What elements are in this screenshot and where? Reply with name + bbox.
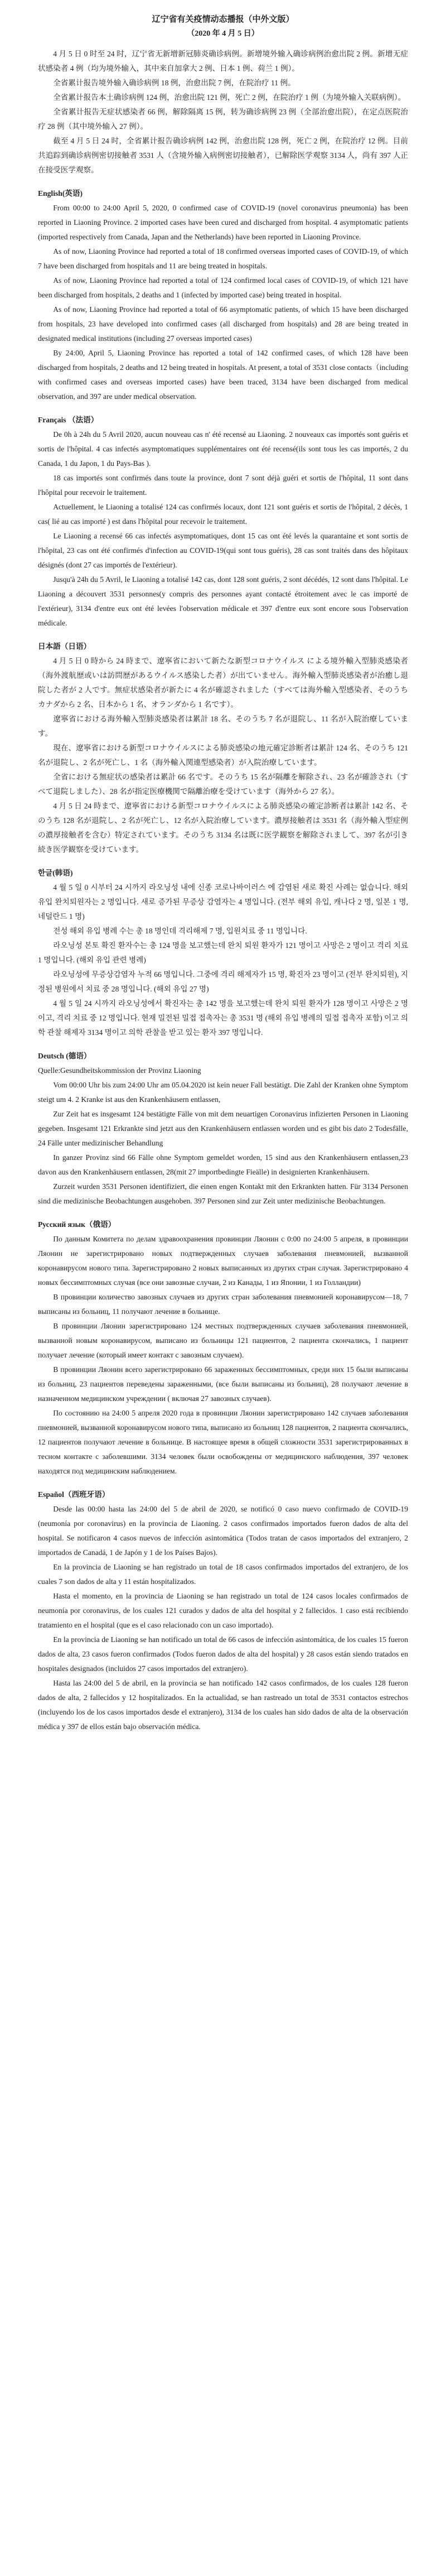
paragraph: 4 월 5 일 24 시까지 라오닝성에서 확진자는 총 142 명을 보고했는데 완치 퇴원 환자가 128 명이고 사망은 2 명이고, 격리 치료 중 12 명입니다. 현재 밀전된 밀접 접촉자는 총 3531 명 (해외 유입 병례의 밀접 접촉자 포함) 이고 의학 관찰 해제자 3134 명이고 의학 관찰을 받고 있는 환자 397 명입니다. [38,999,408,1037]
paragraph: Actuellement, le Liaoning a totalisé 124 cas confirmés locaux, dont 121 sont guéris et sortis de l'hôpital, 2 décès, 1 cas( lié au cas importé ) est dans l'hôpital pour recevoir le traitement. [38,503,408,526]
paragraph: By 24:00, April 5, Liaoning Province has reported a total of 142 confirmed cases, of which 128 have been discharged from hospitals, 2 deaths and 12 being treated in hospitals. At present, a total of 3531 close contacts（including with confirmed cases and overseas imported cases) have been traced, 3134 have been discharged from medical observation, and 397 are under medical observation. [38,349,408,401]
document-date: （2020 年 4 月 5 日） [187,30,259,38]
paragraph: 4 월 5 일 0 시부터 24 시까지 라오닝성 내에 신종 코로나바이러스 에 감염된 새로 확진 사례는 없습니다. 해외유입 완치퇴원자는 2 명입니다. 새로 증가된 무증상 감염자는 4 명입니다. (전부 해외 유입, 캐나다 2 명, 일본 1 명, 네덜란드 1 명) [38,883,408,921]
section-spanish [38,1487,408,1734]
paragraph: В провинции Ляонин зарегистрировано 124 местных подтвержденных случаев заболевания пневмонией, вызванной новым коронавирусом, выписано из больницы 121 пациентов, 2 пациента скончались, 1 пациент получает лечение (который имеет контакт с завозным случаем). [38,1322,408,1359]
paragraph: 全省累计报告本土确诊病例 124 例，治愈出院 121 例，死亡 2 例，在院治疗 1 例（为境外输入关联病例）。 [53,93,406,102]
paragraph: 전성 해외 유입 병례 수는 총 18 명인데 격리해제 7 명, 입원치료 중 11 명입니다. [53,927,307,935]
paragraph: Quelle:Gesundheitskommission der Provinz Liaoning [38,1066,201,1075]
paragraph: Hasta el momento, en la provincia de Liaoning se han registrado un total de 124 casos locales confirmados de neumonía por coronavirus, de los cuales 121 curados y dados de alta del hospital y 2 fallecidos. 1 caso está recibiendo tratamiento en el hospital (que es el caso relacionado con un caso importado). [38,1592,408,1629]
section-japanese [38,639,408,857]
section-french [38,413,408,630]
section-chinese [38,47,408,177]
section-english [38,186,408,404]
paragraph: 라오닝성 본토 확진 환자수는 총 124 명을 보고했는데 완치 퇴원 환자가 121 명이고 사망은 2 명이고 격리 치료 1 명입니다. (해외 유입 관련 병례) [38,941,408,964]
paragraph: From 00:00 to 24:00 April 5, 2020, 0 confirmed case of COVID-19 (novel coronavirus pneumonia) has been reported in Liaoning Province. 2 imported cases have been cured and discharged from hospital. 4 asymptomatic patients (imported respectively from Canada, Japan and the Netherlands) have been reported in Liaoning Province. [38,204,408,241]
section-heading: English(英语) [38,189,83,198]
paragraph: 全省累计报告境外输入确诊病例 18 例，治愈出院 7 例，在院治疗 11 例。 [53,79,295,87]
paragraph: 4 月 5 日 0 时至 24 时，辽宁省无新增新冠肺炎确诊病例。新增境外输入确诊病例治愈出院 2 例。新增无症状感染者 4 例（均为境外输入，其中来自加拿大 2 例、日本 1 例、荷兰 1 例）。 [38,50,408,73]
paragraph: As of now, Liaoning Province had reported a total of 124 confirmed local cases of COVID-19, of which 121 have been discharged from hospitals, 2 deaths and 1 (infected by imported case) being treated in hospital. [38,276,408,299]
paragraph: En la provincia de Liaoning se han notificado un total de 66 casos de infección asintomática, de los cuales 15 fueron dados de alta, 23 casos fueron confirmados (Todos fueron dados de alta del hospital) y 28 casos están siendo tratados en hospitales designados (incluidos 27 casos importados del extranjero). [38,1635,408,1673]
paragraph: 4 月 5 日 24 時まで、遼寧省における新型コロナウイルスによる肺炎感染の確定診断者は累計 142 名、そのうち 128 名が退院し、2 名が死亡し、12 名が入院治療しています。濃厚接触者は 3531 名（海外輸入型症例の濃厚接触者を含む）特定されています。そのうち 3134 名は既に医学観察を解除されまして、397 名が引き続き医学観察を受けています。 [38,802,408,854]
paragraph: De 0h à 24h du 5 Avril 2020, aucun nouveau cas n' été recensé au Liaoning. 2 nouveaux cas importés sont guéris et sortis de l'hôpital. 4 cas infectés asymptomatiques supplémentaires ont été recensé(ils sont tous les cas importés, 2 du Canada, 1 du Japon, 1 du Pays-Bas ). [38,430,408,468]
paragraph: 遼寧省における海外輸入型肺炎感染者は累計 18 名、そのうち 7 名が退院し、11 名が入院治療しています。 [38,715,408,738]
paragraph: As of now, Liaoning Province had reported a total of 66 asymptomatic patients, of which 15 have been discharged from hospitals, 23 have developed into confirmed cases (all discharged from hospitals) and 28 are being treated in designated medical institutions (including 27 overseas imported cases) [38,305,408,343]
section-korean [38,866,408,1040]
section-german [38,1049,408,1208]
section-heading: Deutsch (德语） [38,1052,91,1060]
paragraph: Le Liaoning a recensé 66 cas infectés asymptomatiques, dont 15 cas ont été levés la quarantaine et sont sortis de l'hôpital, 23 cas ont été confirmés d'infection au COVID-19(qui sont tous guéris), 28 cas sont traités dans des hôpitaux désignés (dont 27 cas importés de l'extérieur). [38,532,408,569]
section-heading: Español（西班牙语） [38,1490,110,1499]
paragraph: По состоянию на 24:00 5 апреля 2020 года в провинции Ляонин зарегистрировано 142 случаев заболевания пневмонией, вызванной коронавирусом нового типа, выписано из больниц 128 пациентов, 2 пациента скончались, 12 пациентов получают лечение в больнице. В настоящее время в общей сложности 3531 зарегистрированных в тесном контакте с заболевшими. 3134 человек были освобождены от медицинского наблюдения, 397 человек находятся под медицинским наблюдением. [38,1409,408,1475]
paragraph: 4 月 5 日 0 時から 24 時まで、遼寧省において新たな新型コロナウイルス による境外輸入型肺炎感染者（海外渡航歴或いは訪問歴があるウイルス感染した者）が出ていません。海外輸入型肺炎感染者が治癒し退院した者が 2 人です。無症状感染者が新たに 4 名が確認されました（すべては海外輸入型感染者、そのうちカナダから 2 名、日本から 1 名、オランダから 1 名です）。 [38,657,408,709]
paragraph: Vom 00:00 Uhr bis zum 24:00 Uhr am 05.04.2020 ist kein neuer Fall bestätigt. Die Zahl der Kranken ohne Symptom steigt um 4. 2 Kranke ist aus den Krankenhäusern entlassen, [38,1081,408,1104]
paragraph: 18 cas importés sont confirmés dans toute la province, dont 7 sont déjà guéri et sortis de l'hôpital, 11 sont dans l'hôpital pour recevoir le traitement. [38,474,408,497]
paragraph: 截至 4 月 5 日 24 时，全省累计报告确诊病例 142 例，治愈出院 128 例，死亡 2 例，在院治疗 12 例。目前共追踪到确诊病例密切接触者 3531 人（含境外输入病例密切接触者），已解除医学观察 3134 人，尚有 397 人正在接受医学观察。 [38,137,408,174]
paragraph: In ganzer Provinz sind 66 Fälle ohne Symptom gemeldet worden, 15 sind aus den Krankenhäusern entlassen,23 davon aus den Krankenhäusern entlassen, 28(mit 27 importbedingte Fieälle) in designierten Krankenhäusern. [38,1153,408,1176]
paragraph: По данным Комитета по делам здравоохранения провинции Ляонин с 0:00 по 24:00 5 апреля, в провинции Ляонин не зарегистрировано новых подтвержденных случаев заболевания пневмонией, вызванной коронавирусом нового типа. Зарегистрировано 2 новых выписанных из других стран случая. Зарегистрировано 4 новых бессимптомных случая (все они завозные случаи, 2 из Канады, 1 из Японии, 1 из Голландии) [38,1235,408,1287]
paragraph: 라오닝성에 무증상감염자 누적 66 명입니다. 그중에 격리 해제자가 15 명, 확진자 23 명이고 (전부 완치퇴원), 지정된 병원에서 치료 중 28 명입니다. (해외 유입 27 명) [38,970,408,993]
paragraph: 現在、遼寧省における新型コロナウイルスによる肺炎感染の地元確定診断者は累計 124 名、そのうち 121 名が退院し、2 名が死亡し、1 名（海外輸入関連型感染者）が入院治療しています。 [38,744,408,767]
paragraph: As of now, Liaoning Province had reported a total of 18 confirmed overseas imported cases of COVID-19, of which 7 have been discharged from hospitals and 11 are being treated in hospitals. [38,247,408,270]
section-heading: 日本語（日语） [38,642,91,651]
paragraph: В провинции Ляонин всего зарегистрировано 66 зараженных бессимптомных, среди них 15 были выписаны из больниц, 23 пациентов переведены зараженными, (все были выписаны из больниц), 28 получают лечение в назначенном медицинском учреждении ( включая 27 завозных случаев). [38,1365,408,1403]
paragraph: Zurzeit wurden 3531 Personen identifiziert, die einen engen Kontakt mit den Erkrankten hatten. Für 3134 Personen sind die medizinische Beobachtungen ausgehoben. 397 Personen sind zur Zeit unter medizinische Beobachtungen. [38,1182,408,1205]
paragraph: 全省累计报告无症状感染者 66 例，解除隔离 15 例，转为确诊病例 23 例（全部治愈出院），在定点医院治疗 28 例（其中境外输入 27 例）。 [38,108,408,131]
paragraph: 全省における無症状の感染者は累計 66 名です。そのうち 15 名が隔離を解除され、23 名が確診され（すべて退院しました）、28 名が指定医療機関で隔離治療を受けています（海外から 27 名）。 [38,773,408,796]
paragraph: Jusqu'à 24h du 5 Avril, le Liaoning a totalisé 142 cas, dont 128 sont guéris, 2 sont décédés, 12 sont dans l'hôpital. Le Liaoning a découvert 3531 personnes(y compris des personnes ayant contacté étroitement avec le cas importé de l'extérieur), 3134 d'entre eux ont été levées l'observation médicale et 397 d'entre eux sont encore sous l'observation médicale. [38,575,408,627]
paragraph: Zur Zeit hat es insgesamt 124 bestätigte Fälle von mit dem neuartigen Coronavirus infizierten Personen in Liaoning gegeben. Insgesamt 121 Erkrankte sind jetzt aus den Krankenhäusern entlassen worden und es gibt bis dato 2 Todesfälle, 24 Fälle unter medizinischer Behandlung [38,1110,408,1147]
section-heading: Français （法语） [38,416,99,424]
document-title: 辽宁省有关疫情动态播报（中外文版） [152,15,294,24]
paragraph: Desde las 00:00 hasta las 24:00 del 5 de abril de 2020, se notificó 0 caso nuevo confirmado de COVID-19 (neumonía por coronavirus) en la provincia de Liaoning. 2 casos confirmados importados fueron dados de alta del hospital. Se notificaron 4 casos nuevos de infección asintomática (Todos tratan de casos importados del extranjero, 2 importados de Canadá, 1 de Japón y 1 de los Países Bajos). [38,1505,408,1557]
paragraph: В провинции количество завозных случаев из других стран заболевания пневмонией коронавирусом—18, 7 выписаны из больниц, 11 получают лечение в больнице. [38,1293,408,1316]
paragraph: Hasta las 24:00 del 5 de abril, en la provincia se han notificado 142 casos confirmados, de los cuales 128 fueron dados de alta, 2 fallecidos y 12 hospitalizados. En la actualidad, se han rastreado un total de 3531 contactos estrechos (incluyendo los de los casos importados desde el extranjero), 3134 de los cuales han sido dados de alta de la observación médica y 397 de ellos están bajo observación médica. [38,1679,408,1731]
section-heading: 한글(韩语) [38,869,73,877]
paragraph: En la provincia de Liaoning se han registrado un total de 18 casos confirmados importados del extranjero, de los cuales 7 son dados de alta y 11 están hospitalizados. [38,1563,408,1586]
section-russian [38,1217,408,1479]
section-heading: Русский язык（俄语） [38,1220,116,1229]
